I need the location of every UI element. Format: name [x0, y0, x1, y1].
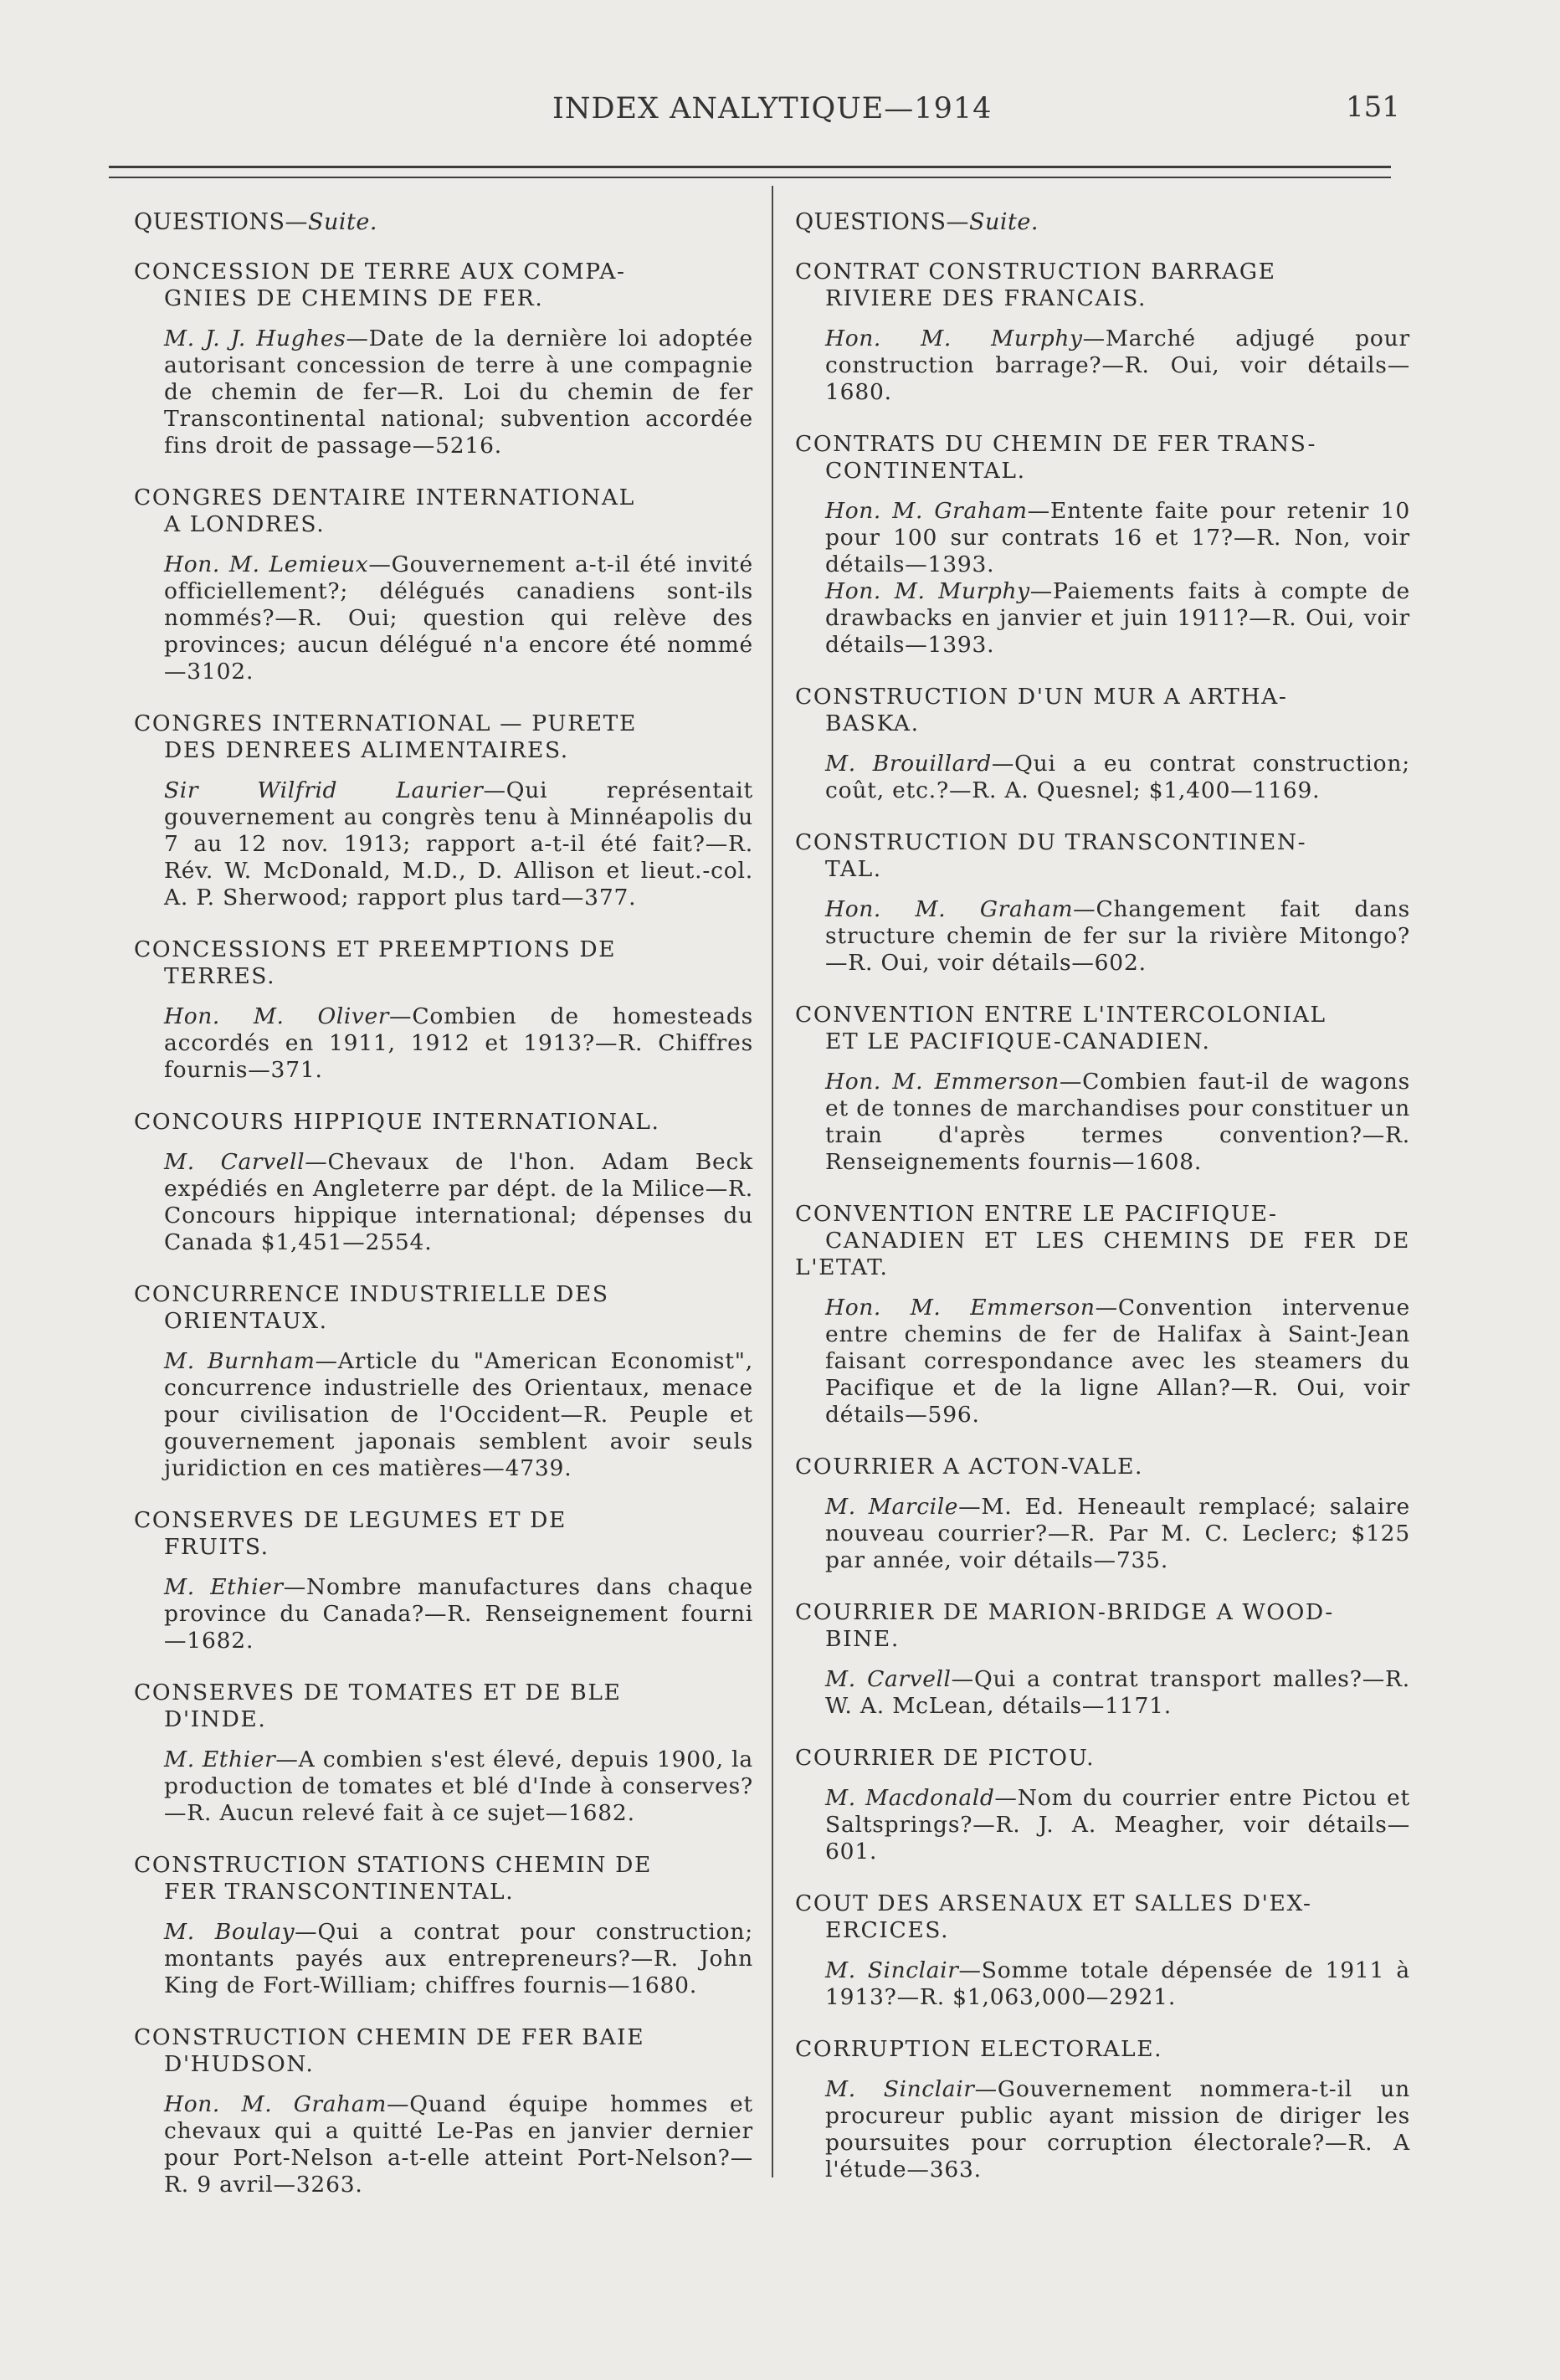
subject-line: CONCESSION DE TERRE AUX COMPA- [134, 259, 626, 285]
entry-subject [134, 1281, 753, 1335]
index-entry [134, 1281, 753, 1482]
left-entries [134, 259, 753, 2198]
index-entry [134, 2024, 753, 2198]
header-rule-bottom [109, 177, 1391, 178]
index-entry [795, 1599, 1410, 1720]
answer-text: —Changement fait dans structure chemin de fer sur la rivière Mitongo?—R. Oui, voir détails—602. [825, 896, 1410, 976]
subject-continuation: D'HUDSON. [164, 2051, 315, 2077]
subject-line: CONGRES INTERNATIONAL — PURETE [134, 710, 637, 736]
speaker-name: Hon. M. Emmerson [825, 1069, 1060, 1095]
answer-text: —Entente faite pour retenir 10 pour 100 sur contrats 16 et 17?—R. Non, voir détails—1393. [825, 498, 1410, 577]
speaker-name: M. Macdonald [825, 1785, 995, 1811]
subject-line: COURRIER DE MARION-BRIDGE A WOOD- [795, 1599, 1334, 1625]
answer-text: —Somme totale dépensée de 1911 à 1913?—R. $1,063,000—2921. [825, 1957, 1410, 2010]
index-entry [134, 1680, 753, 1827]
subject-continuation: TERRES. [164, 963, 276, 989]
subject-line: COUT DES ARSENAUX ET SALLES D'EX- [795, 1890, 1312, 1916]
answer-text: —Convention intervenue entre chemins de fer de Halifax à Saint-Jean faisant correspondance avec les steamers du Pacifique et de la ligne Allan?—R. Oui, voir détails—596. [825, 1295, 1410, 1428]
speaker-name: M. Sinclair [825, 1957, 959, 1983]
answer-text: —Chevaux de l'hon. Adam Beck expédiés en Angleterre par dépt. de la Milice—R. Concours hippique international; dépenses du Canada $1,451—2554. [164, 1149, 753, 1255]
index-entry [795, 1745, 1410, 1865]
answer-text: —Qui a contrat transport malles?—R. W. A. McLean, détails—1171. [825, 1666, 1410, 1719]
entry-answer [134, 1919, 753, 1999]
index-entry [795, 684, 1410, 804]
subject-line: CONCOURS HIPPIQUE INTERNATIONAL. [134, 1109, 660, 1135]
subject-continuation: ERCICES. [825, 1917, 950, 1943]
answer-text: —Combien faut-il de wagons et de tonnes de marchandises pour constituer un train d'après termes convention?—R. Renseignements fournis—1608. [825, 1069, 1410, 1175]
speaker-name: M. Sinclair [825, 2076, 975, 2102]
subject-line: CONSTRUCTION DU TRANSCONTINEN- [795, 829, 1307, 855]
index-entry [795, 2036, 1410, 2183]
entry-answer [134, 1747, 753, 1827]
index-entry [134, 259, 753, 459]
speaker-name: Hon. M. Lemieux [164, 551, 369, 577]
subject-continuation: D'INDE. [164, 1706, 267, 1732]
subject-line: CONCESSIONS ET PREEMPTIONS DE [134, 936, 617, 962]
entry-answer [134, 1348, 753, 1482]
entry-answer [134, 1003, 753, 1084]
index-entry [134, 936, 753, 1084]
subject-line: CONSTRUCTION CHEMIN DE FER BAIE [134, 2024, 645, 2050]
subject-continuation: BINE. [825, 1626, 900, 1652]
subject-continuation: FER TRANSCONTINENTAL. [164, 1879, 515, 1905]
entry-subject [795, 1745, 1410, 1772]
subject-line: CONSERVES DE LEGUMES ET DE [134, 1507, 567, 1533]
entry-subject [134, 710, 753, 764]
subject-line: COURRIER A ACTON-VALE. [795, 1454, 1144, 1480]
entry-subject [795, 2036, 1410, 2063]
subject-continuation: BASKA. [825, 710, 920, 736]
running-title: INDEX ANALYTIQUE—1914 [552, 92, 993, 126]
subject-line: CONSTRUCTION D'UN MUR A ARTHA- [795, 684, 1288, 710]
entry-answer [795, 2076, 1410, 2183]
page-number: 151 [1346, 90, 1400, 124]
speaker-name: Hon. M. Graham [825, 498, 1028, 524]
subject-continuation: CONTINENTAL. [825, 458, 1026, 484]
index-entry [795, 829, 1410, 977]
entry-answer [134, 326, 753, 459]
subject-line: CONGRES DENTAIRE INTERNATIONAL [134, 485, 635, 510]
entry-answer [134, 1574, 753, 1654]
entry-subject [795, 1890, 1410, 1944]
entry-subject [795, 259, 1410, 312]
entry-answer [134, 777, 753, 911]
entry-answer [134, 551, 753, 685]
entry-subject [795, 684, 1410, 737]
speaker-name: M. Burnham [164, 1348, 316, 1374]
suite-heading: QUESTIONS—Suite. [134, 209, 377, 235]
entry-answer [795, 751, 1410, 804]
answer-text: —A combien s'est élevé, depuis 1900, la production de tomates et blé d'Inde à conserves?—R. Aucun relevé fait à ce sujet—1682. [164, 1747, 753, 1826]
entry-answer [795, 1785, 1410, 1865]
entry-subject [795, 829, 1410, 883]
index-entry [134, 1507, 753, 1654]
answer-text: —Qui représentait gouvernement au congrès tenu à Minnéapolis du 7 au 12 nov. 1913; rapport a-t-il été fait?—R. Rév. W. McDonald, M.D., D. Allison et lieut.-col. A. P. Sherwood; rapport plus tard—377. [164, 777, 753, 910]
speaker-name: M. Ethier [164, 1747, 276, 1772]
entry-subject [134, 936, 753, 990]
subject-continuation: RIVIERE DES FRANCAIS. [825, 285, 1147, 311]
speaker-name: Hon. M. Emmerson [825, 1295, 1096, 1321]
subject-continuation: ORIENTAUX. [164, 1308, 328, 1334]
entry-answer [134, 2091, 753, 2198]
subject-line: CORRUPTION ELECTORALE. [795, 2036, 1163, 2062]
answer-text: —Combien de homesteads accordés en 1911, 1912 et 1913?—R. Chiffres fournis—371. [164, 1003, 753, 1083]
entry-answer [134, 1149, 753, 1256]
answer-text: —Nom du courrier entre Pictou et Saltsprings?—R. J. A. Meagher, voir détails—601. [825, 1785, 1410, 1865]
index-entry [795, 259, 1410, 406]
subject-continuation: DES DENREES ALIMENTAIRES. [164, 737, 569, 763]
speaker-name: Sir Wilfrid Laurier [164, 777, 484, 803]
subject-continuation: GNIES DE CHEMINS DE FER. [164, 285, 544, 311]
entry-subject [795, 1002, 1410, 1055]
left-column [134, 209, 753, 2224]
index-entry [134, 710, 753, 911]
subject-continuation: TAL. [825, 856, 882, 882]
answer-text: —Qui a eu contrat construction; coût, etc.?—R. A. Quesnel; $1,400—1169. [825, 751, 1411, 803]
entry-subject [134, 1507, 753, 1561]
subject-line: CONSTRUCTION STATIONS CHEMIN DE [134, 1852, 652, 1878]
speaker-name: M. Brouillard [825, 751, 992, 777]
right-column [795, 209, 1410, 2208]
answer-text: —Date de la dernière loi adoptée autorisant concession de terre à une compagnie de chemin de fer—R. Loi du chemin de fer Transcontinental national; subvention accordée fins droit de passage—5216. [164, 326, 753, 459]
entry-answer [795, 498, 1410, 578]
subject-line: CONVENTION ENTRE LE PACIFIQUE- [795, 1201, 1278, 1227]
entry-answer [795, 578, 1410, 659]
column-divider [772, 186, 773, 2177]
entry-subject [795, 1201, 1410, 1281]
subject-line: CONSERVES DE TOMATES ET DE BLE [134, 1680, 622, 1705]
answer-text: —Paiements faits à compte de drawbacks en janvier et juin 1911?—R. Oui, voir détails—1393. [825, 578, 1410, 658]
entry-subject [134, 259, 753, 312]
subject-line: CONVENTION ENTRE L'INTERCOLONIAL [795, 1002, 1327, 1028]
index-entry [795, 1201, 1410, 1429]
right-entries [795, 259, 1410, 2183]
header-rule-top [109, 166, 1391, 168]
entry-subject [134, 1852, 753, 1906]
index-entry [134, 1109, 753, 1256]
entry-subject [795, 431, 1410, 485]
entry-subject [795, 1454, 1410, 1480]
index-entry [795, 431, 1410, 659]
entry-subject [134, 485, 753, 538]
speaker-name: M. J. J. Hughes [164, 326, 346, 351]
entry-subject [795, 1599, 1410, 1653]
subject-line: CONTRATS DU CHEMIN DE FER TRANS- [795, 431, 1317, 457]
index-entry [795, 1890, 1410, 2011]
speaker-name: M. Ethier [164, 1574, 284, 1600]
entry-subject [134, 1680, 753, 1733]
page-header [0, 84, 1560, 134]
answer-text: —M. Ed. Heneault remplacé; salaire nouveau courrier?—R. Par M. C. Leclerc; $125 par année, voir détails—735. [825, 1494, 1410, 1573]
subject-continuation: FRUITS. [164, 1534, 269, 1560]
index-entry [795, 1002, 1410, 1176]
subject-continuation: CANADIEN ET LES CHEMINS DE FER DE L'ETAT. [795, 1228, 1410, 1280]
subject-continuation: A LONDRES. [164, 511, 326, 537]
entry-answer [795, 896, 1410, 977]
suite-heading: QUESTIONS—Suite. [795, 209, 1039, 235]
entry-answer [795, 326, 1410, 406]
entry-answer [795, 1069, 1410, 1176]
speaker-name: M. Carvell [164, 1149, 305, 1175]
subject-line: CONTRAT CONSTRUCTION BARRAGE [795, 259, 1276, 285]
speaker-name: Hon. M. Murphy [825, 326, 1083, 351]
speaker-name: M. Marcile [825, 1494, 959, 1520]
subject-line: COURRIER DE PICTOU. [795, 1745, 1096, 1771]
entry-answer [795, 1295, 1410, 1429]
speaker-name: Hon. M. Graham [825, 896, 1074, 922]
answer-text: —Gouvernement nommera-t-il un procureur public ayant mission de diriger les poursuites pour corruption électorale?—R. A l'étude—363. [825, 2076, 1410, 2183]
answer-text: —Gouvernement a-t-il été invité officiellement?; délégués canadiens sont-ils nommés?—R. Oui; question qui relève des provinces; aucun délégué n'a encore été nommé—3102. [164, 551, 753, 685]
answer-text: —Nombre manufactures dans chaque province du Canada?—R. Renseignement fourni—1682. [164, 1574, 753, 1654]
subject-continuation: ET LE PACIFIQUE-CANADIEN. [825, 1028, 1211, 1054]
index-entry [134, 485, 753, 685]
index-entry [795, 1454, 1410, 1574]
speaker-name: Hon. M. Graham [164, 2091, 387, 2117]
answer-text: —Qui a contrat pour construction; montants payés aux entrepreneurs?—R. John King de Fort-William; chiffres fournis—1680. [164, 1919, 753, 1998]
answer-text: —Quand équipe hommes et chevaux qui a quitté Le-Pas en janvier dernier pour Port-Nelson a-t-elle atteint Port-Nelson?—R. 9 avril—3263. [164, 2091, 753, 2198]
entry-subject [134, 2024, 753, 2078]
speaker-name: Hon. M. Murphy [825, 578, 1030, 604]
entry-answer [795, 1957, 1410, 2011]
answer-text: —Article du "American Economist", concurrence industrielle des Orientaux, menace pour civilisation de l'Occident—R. Peuple et gouvernement japonais semblent avoir seuls juridiction en ces matières—4739. [164, 1348, 753, 1481]
speaker-name: M. Carvell [825, 1666, 952, 1692]
entry-answer [795, 1666, 1410, 1720]
speaker-name: Hon. M. Oliver [164, 1003, 390, 1029]
entry-subject [134, 1109, 753, 1136]
speaker-name: M. Boulay [164, 1919, 295, 1945]
subject-line: CONCURRENCE INDUSTRIELLE DES [134, 1281, 609, 1307]
index-entry [134, 1852, 753, 1999]
entry-answer [795, 1494, 1410, 1574]
answer-text: —Marché adjugé pour construction barrage?—R. Oui, voir détails—1680. [825, 326, 1410, 405]
